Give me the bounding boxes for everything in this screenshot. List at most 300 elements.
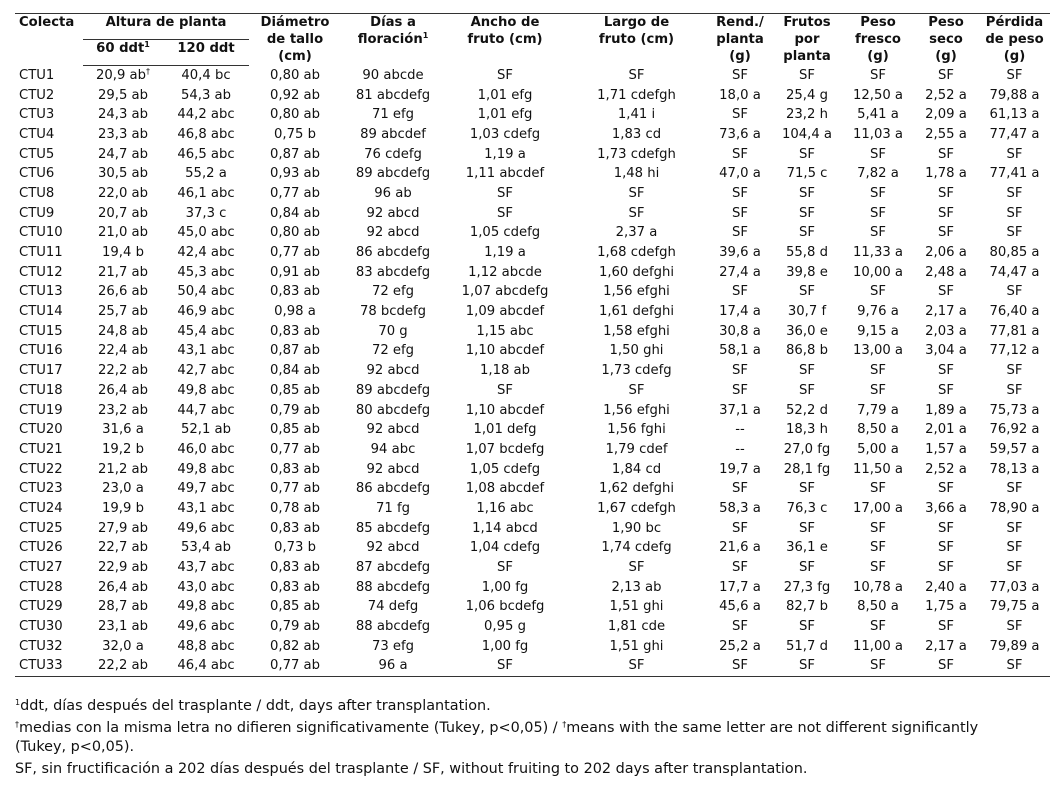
table-row [15,85,1050,105]
table-cell: 2,52 a [925,87,967,103]
table-cell: 86 abcdefg [355,481,431,497]
table-cell: SF [732,363,748,379]
table-cell: 49,8 abc [177,461,235,477]
table-cell: 0,73 b [274,540,316,556]
table-cell: 0,93 ab [269,166,320,182]
table-cell: 42,4 abc [177,245,235,261]
table-cell: 0,80 ab [269,107,320,123]
table-cell: 23,0 a [102,481,144,497]
table-cell: SF [870,225,886,241]
table-cell: 1,56 fghi [607,422,666,438]
table-cell: 92 abcd [366,205,420,221]
table-cell: 1,89 a [925,402,967,418]
table-cell: SF [938,205,954,221]
table-cell: 0,85 ab [269,382,320,398]
table-cell: 1,03 cdefg [469,126,541,142]
table-cell: 19,2 b [102,441,144,457]
table-cell: SF [1006,284,1023,300]
table-cell: 89 abcdef [360,126,426,142]
table-row [15,518,1050,538]
header-frutos: Frutos por planta [772,14,842,66]
table-cell: SF [870,619,886,635]
table-cell: 17,4 a [719,304,761,320]
table-row [15,636,1050,656]
table-cell: SF [870,363,886,379]
table-cell: 11,03 a [852,126,904,142]
table-cell: 43,1 abc [177,343,235,359]
table-cell: SF [799,481,815,497]
table-cell: 86 abcdefg [355,245,431,261]
header-colecta: Colecta [15,14,83,66]
table-cell: 76,92 a [989,422,1040,438]
table-cell: SF [732,225,748,241]
table-row [15,479,1050,499]
table-cell: SF [732,619,748,635]
table-cell: 0,87 ab [269,343,320,359]
table-cell: 23,2 h [786,107,828,123]
table-cell: 27,3 fg [783,579,831,595]
table-cell: 2,01 a [925,422,967,438]
table-cell: 1,68 cdefgh [597,245,676,261]
table-cell: 73 efg [371,638,415,654]
table-cell: SF [938,560,954,576]
header-largo: Largo de fruto (cm) [565,14,708,66]
table-cell: 70 g [378,323,408,339]
table-cell: SF [1006,225,1023,241]
table-cell: 1,19 a [484,146,526,162]
table-cell: 53,4 ab [180,540,231,556]
table-cell: SF [497,185,513,201]
table-cell: SF [732,284,748,300]
table-cell: 19,9 b [102,500,144,516]
table-cell: 52,1 ab [180,422,231,438]
cell-colecta: CTU1 [19,67,55,83]
table-cell: -- [735,441,745,457]
table-cell: 1,75 a [925,599,967,615]
table-cell: 89 abcdefg [355,382,431,398]
table-cell: SF [799,205,815,221]
table-cell: 76,40 a [989,304,1040,320]
cell-colecta: CTU20 [19,422,63,438]
table-cell: 1,16 abc [476,500,534,516]
cell-colecta: CTU17 [19,363,63,379]
table-cell: 1,15 abc [476,323,534,339]
header-peso-fresco: Peso fresco (g) [842,14,914,66]
table-cell: SF [1006,146,1023,162]
table-cell: 21,0 ab [97,225,148,241]
table-cell: 19,4 b [102,245,144,261]
table-cell: SF [732,107,748,123]
table-cell: 49,8 abc [177,382,235,398]
table-cell: 47,0 a [719,166,761,182]
table-cell: SF [938,185,954,201]
table-cell: 1,51 ghi [609,599,664,615]
table-cell: 0,77 ab [269,441,320,457]
table-cell: 22,9 ab [97,560,148,576]
table-cell: 1,01 efg [477,87,533,103]
table-cell: 1,10 abcdef [465,343,545,359]
table-row [15,203,1050,223]
table-cell: 10,78 a [852,579,904,595]
table-cell: 46,9 abc [177,304,235,320]
header-perdida: Pérdida de peso (g) [978,14,1050,66]
table-cell: 17,00 a [852,500,904,516]
table-cell: 54,3 ab [180,87,231,103]
table-cell: SF [497,205,513,221]
table-cell: 0,95 g [484,619,526,635]
table-cell: 87 abcdefg [355,560,431,576]
table-cell: SF [938,481,954,497]
table-cell: 46,8 abc [177,126,235,142]
table-row [15,656,1050,676]
table-cell: 1,05 cdefg [469,225,541,241]
table-cell: 37,1 a [719,402,761,418]
table-cell: 1,57 a [925,441,967,457]
table-cell: 26,4 ab [97,579,148,595]
table-cell: 1,79 cdef [605,441,668,457]
table-cell: SF [938,540,954,556]
table-cell: 27,0 fg [783,441,831,457]
table-cell: 0,83 ab [269,461,320,477]
table-cell: 1,51 ghi [609,638,664,654]
table-cell: 21,6 a [719,540,761,556]
table-cell: 46,0 abc [177,441,235,457]
table-cell: 0,79 ab [269,402,320,418]
table-cell: 2,13 ab [611,579,662,595]
table-cell: 1,78 a [925,166,967,182]
table-cell: SF [870,540,886,556]
table-row [15,144,1050,164]
table-cell: 71 fg [376,500,410,516]
table-cell: 0,92 ab [269,87,320,103]
table-cell: SF [628,67,645,83]
table-cell: 0,83 ab [269,579,320,595]
cell-colecta: CTU2 [19,87,55,103]
table-cell: 2,06 a [925,245,967,261]
table-cell: 11,50 a [852,461,904,477]
table-cell: 1,01 defg [473,422,537,438]
table-cell: 92 abcd [366,422,420,438]
table-cell: 1,71 cdefgh [597,87,676,103]
table-cell: 55,8 d [786,245,828,261]
cell-colecta: CTU32 [19,638,63,654]
table-cell: 1,07 bcdefg [465,441,545,457]
table-cell: 3,04 a [925,343,967,359]
table-cell: SF [870,481,886,497]
table-row [15,538,1050,558]
cell-colecta: CTU29 [19,599,63,615]
table-cell: 28,1 fg [783,461,831,477]
table-cell: 36,0 e [786,323,828,339]
table-cell: 36,1 e [786,540,828,556]
table-cell: 45,4 abc [177,323,235,339]
table-cell: 20,7 ab [97,205,148,221]
table-row [15,440,1050,460]
cell-colecta: CTU16 [19,343,63,359]
table-row [15,65,1050,85]
cell-colecta: CTU22 [19,461,63,477]
table-cell: 77,12 a [989,343,1040,359]
table-row [15,459,1050,479]
table-row [15,223,1050,243]
table-cell: SF [870,185,886,201]
table-cell: 72 efg [371,343,415,359]
cell-colecta: CTU6 [19,166,55,182]
table-cell: 25,7 ab [97,304,148,320]
table-row [15,361,1050,381]
table-cell: 1,11 abcdef [465,166,545,182]
table-cell: SF [870,146,886,162]
table-cell: 27,9 ab [97,520,148,536]
cell-colecta: CTU23 [19,481,63,497]
table-cell: 1,19 a [484,245,526,261]
table-cell: 5,41 a [857,107,899,123]
table-cell: 24,8 ab [97,323,148,339]
table-row [15,597,1050,617]
table-cell: SF [870,284,886,300]
table-cell: 8,50 a [857,599,899,615]
table-cell: 52,2 d [786,402,828,418]
table-cell: 1,06 bcdefg [465,599,545,615]
table-cell: SF [1006,67,1023,83]
table-cell: SF [1006,363,1023,379]
cell-colecta: CTU13 [19,284,63,300]
table-cell: 0,77 ab [269,481,320,497]
table-cell: 79,89 a [989,638,1040,654]
table-cell: SF [799,560,815,576]
table-cell: SF [1006,619,1023,635]
table-cell: 1,62 defghi [598,481,675,497]
table-cell: 0,98 a [274,304,316,320]
table-cell: 1,81 cde [607,619,666,635]
table-cell: 50,4 abc [177,284,235,300]
table-cell: 1,12 abcde [468,264,542,280]
table-cell: 22,2 ab [83,656,163,676]
table-cell: SF [708,656,772,676]
table-row [15,499,1050,519]
header-rend: Rend./ planta (g) [708,14,772,66]
table-cell: 71,5 c [786,166,828,182]
table-cell: 92 abcd [366,363,420,379]
table-cell: SF [799,520,815,536]
table-cell: 0,85 ab [269,599,320,615]
table-cell: 18,0 a [719,87,761,103]
table-cell: 75,73 a [989,402,1040,418]
table-cell: 74 defg [367,599,419,615]
table-cell: 1,61 defghi [598,304,675,320]
table-cell: 1,73 cdefg [601,363,672,379]
table-cell: 30,7 f [787,304,827,320]
cell-colecta: CTU27 [19,560,63,576]
table-cell: 51,7 d [786,638,828,654]
table-cell: 2,40 a [925,579,967,595]
table-cell: 85 abcdefg [355,520,431,536]
table-cell: 22,7 ab [97,540,148,556]
table-cell: SF [938,284,954,300]
table-cell: SF [1006,560,1023,576]
table-row [15,381,1050,401]
table-cell: 25,2 a [719,638,761,654]
table-row [15,105,1050,125]
table-cell: SF [870,67,886,83]
table-cell: 1,58 efghi [603,323,670,339]
cell-colecta: CTU24 [19,500,63,516]
table-cell: SF [799,284,815,300]
table-cell: -- [735,422,745,438]
table-cell: SF [1006,481,1023,497]
table-cell: 44,2 abc [177,107,235,123]
table-cell: 23,1 ab [97,619,148,635]
header-60ddt: 60 ddt$^1$ [83,39,163,65]
table-row [15,282,1050,302]
table-cell: 78,90 a [989,500,1040,516]
table-cell: 74,47 a [989,264,1040,280]
table-cell: 11,00 a [852,638,904,654]
table-cell: 9,76 a [857,304,899,320]
table-cell: SF [938,619,954,635]
table-cell: 79,75 a [989,599,1040,615]
table-cell: 0,91 ab [269,264,320,280]
table-cell: 1,05 cdefg [469,461,541,477]
table-cell: SF [938,520,954,536]
table-cell: 83 abcdefg [355,264,431,280]
table-cell: 80 abcdefg [355,402,431,418]
table-cell: SF [799,67,815,83]
table-cell: 59,57 a [989,441,1040,457]
table-cell: 26,6 ab [97,284,148,300]
table-cell: 61,13 a [989,107,1040,123]
table-cell: SF [1006,540,1023,556]
table-cell: 19,7 a [719,461,761,477]
table-cell: 21,7 ab [97,264,148,280]
table-cell: 10,00 a [852,264,904,280]
table-cell: SF [445,656,565,676]
table-cell: SF [628,185,645,201]
table-cell: 0,87 ab [269,146,320,162]
table-cell: SF [799,382,815,398]
table-cell: SF [497,560,513,576]
table-cell: 1,04 cdefg [469,540,541,556]
table-cell: 5,00 a [857,441,899,457]
table-cell: 88 abcdefg [355,579,431,595]
header-ancho: Ancho de fruto (cm) [445,14,565,66]
table-cell: 0,77 ab [269,185,320,201]
table-cell: 49,6 abc [177,619,235,635]
table-cell: 42,7 abc [177,363,235,379]
table-cell: 24,7 ab [97,146,148,162]
table-cell: 49,8 abc [177,599,235,615]
table-cell: 2,55 a [925,126,967,142]
table-body [15,65,1050,676]
table-cell: 79,88 a [989,87,1040,103]
table-cell: 80,85 a [989,245,1040,261]
table-cell: 1,67 cdefgh [597,500,676,516]
table-cell: 81 abcdefg [355,87,431,103]
table-cell: 7,79 a [857,402,899,418]
table-cell: 0,84 ab [269,205,320,221]
table-cell: 29,5 ab [97,87,148,103]
table-cell: 23,3 ab [97,126,148,142]
table-cell: SF [1006,382,1023,398]
table-cell: 0,83 ab [269,284,320,300]
table-cell: 0,85 ab [269,422,320,438]
table-cell: 0,82 ab [269,638,320,654]
header-diametro: Diámetro de tallo (cm) [249,14,341,66]
cell-colecta: CTU28 [19,579,63,595]
cell-colecta: CTU12 [19,264,63,280]
cell-colecta: CTU10 [19,225,63,241]
table-cell: 1,56 efghi [603,284,670,300]
cell-colecta: CTU15 [19,323,63,339]
table-cell: 20,9 ab† [95,66,150,83]
table-cell: 48,8 abc [177,638,235,654]
table-cell: SF [938,363,954,379]
table-cell: SF [732,67,748,83]
table-cell: SF [772,656,842,676]
table-row [15,164,1050,184]
header-peso-seco: Peso seco (g) [914,14,978,66]
table-cell: SF [938,67,954,83]
data-table [15,13,1050,677]
table-cell: SF [1006,520,1023,536]
table-cell: 1,60 defghi [598,264,675,280]
table-cell: 1,18 ab [479,363,530,379]
table-cell: 1,74 cdefg [601,540,672,556]
table-cell: 1,90 bc [611,520,662,536]
table-cell: 77,03 a [989,579,1040,595]
table-cell: SF [938,146,954,162]
table-cell: 73,6 a [719,126,761,142]
table-cell: SF [799,225,815,241]
table-cell: 2,09 a [925,107,967,123]
table-cell: 23,2 ab [97,402,148,418]
table-cell: 1,09 abcdef [465,304,545,320]
table-cell: SF [497,382,513,398]
table-cell: 11,33 a [852,245,904,261]
table-cell: 0,84 ab [269,363,320,379]
table-cell: 96 a [341,656,445,676]
table-cell: 78 bcdefg [359,304,427,320]
table-cell: 1,00 fg [481,579,529,595]
table-cell: 39,6 a [719,245,761,261]
table-cell: SF [1006,185,1023,201]
table-cell: 1,48 hi [613,166,660,182]
table-row [15,262,1050,282]
table-cell: 0,77 ab [249,656,341,676]
table-cell: 7,82 a [857,166,899,182]
table-cell: SF [732,205,748,221]
table-cell: 45,6 a [719,599,761,615]
table-cell: 30,5 ab [97,166,148,182]
table-row [15,577,1050,597]
cell-colecta: CTU4 [19,126,55,142]
table-cell: 58,1 a [719,343,761,359]
table-cell: SF [732,146,748,162]
table-cell: 28,7 ab [97,599,148,615]
table-cell: 1,00 fg [481,638,529,654]
cell-colecta: CTU3 [19,107,55,123]
table-cell: 30,8 a [719,323,761,339]
table-cell: SF [799,619,815,635]
table-cell: SF [870,205,886,221]
table-cell: 89 abcdefg [355,166,431,182]
table-cell: 45,0 abc [177,225,235,241]
table-cell: SF [732,560,748,576]
table-cell: 37,3 c [185,205,227,221]
table-cell: 1,41 i [617,107,656,123]
table-cell: 8,50 a [857,422,899,438]
table-cell: 1,14 abcd [472,520,538,536]
